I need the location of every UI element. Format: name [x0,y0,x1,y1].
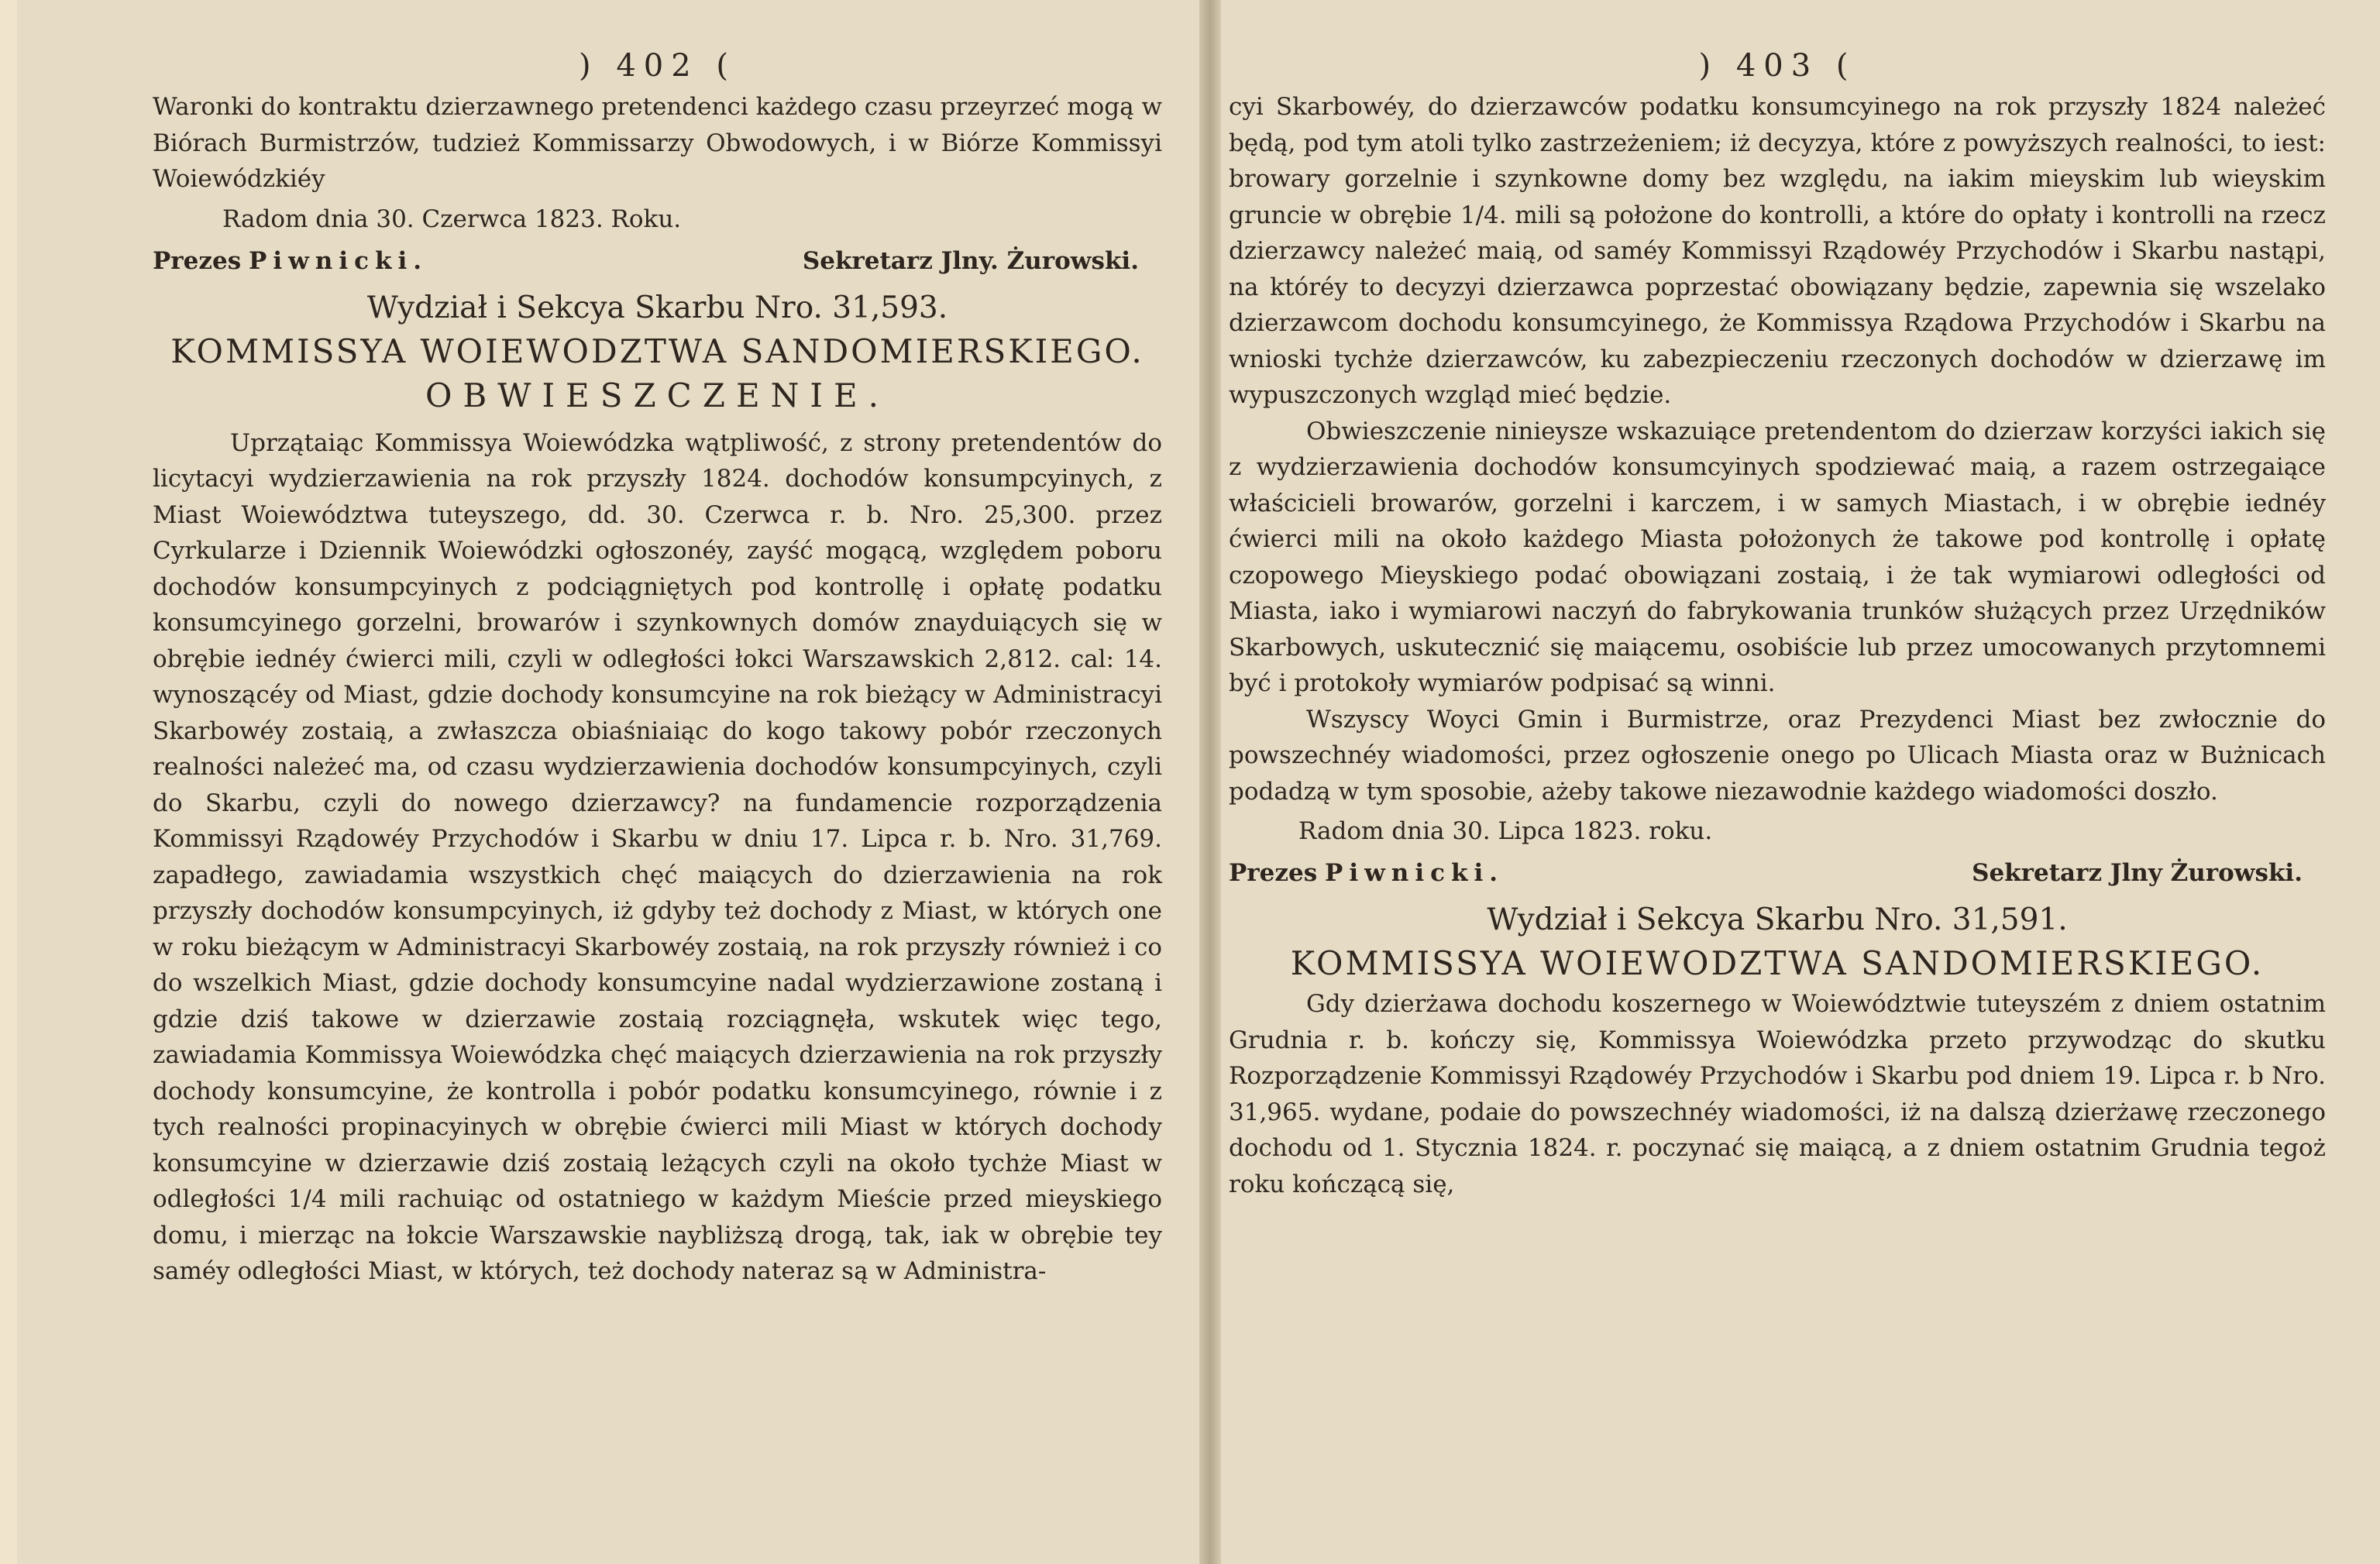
page-number: ) 403 ( [1698,48,1856,84]
president-title: Prezes [1229,859,1318,887]
president-name: Piwnicki. [249,246,428,275]
section-line: Wydział i Sekcya Skarbu Nro. 31,593. [366,290,948,325]
president-signature [153,242,428,280]
notice-subheading: OBWIESZCZENIE. [425,376,889,414]
signature-row [153,242,1139,280]
notice-paragraph-2: Obwieszczenie ninieysze wskazuiące pretendentom do dzierzaw korzyści iakich się z wydzierzawienia dochodów konsumcyinych spodziewać maią, a razem ostrzegaiące właścicieli browarów, gorzelni i karczem, i w samych Miastach, i w obrębie iednéy ćwierci mili na około każdego Miasta położonych że takowe pod kontrollę i opłatę czopowego Mieyskiego podać obowiązani zostaią, i że tak wymiarowi odległości od Miasta, iako i wymiarowi naczyń do fabrykowania trunków służących przez Urzędników Skarbowych, uskutecznić się maiącemu, osobiście lub przez umocowanych przytomnemi być i protokoły wymiarów podpisać są winni. [1229,417,2326,697]
left-page [17,0,1219,1564]
right-page [1221,0,2380,1564]
notice-body-2: Gdy dzierżawa dochodu koszernego w Woiewództwie tuteyszém z dniem ostatnim Grudnia r. b. kończy się, Kommissya Woiewódzka przeto przywodząc do skutku Rozporządzenie Kommissyi Rządowéy Przychodów i Skarbu pod dniem 19. Lipca r. b Nro. 31,965. wydane, podaie do powszechnéy wiadomości, iż na dalszą dzierżawę rzeczonego dochodu od 1. Stycznia 1824. r. poczynać się maiącą, a z dniem ostatnim Grudnia tegoż roku kończącą się, [1229,990,2326,1198]
president-signature [1229,854,1504,892]
notice-heading: KOMMISSYA WOIEWODZTWA SANDOMIERSKIEGO. [170,332,1144,370]
page-number: ) 402 ( [579,48,736,84]
section-line: Wydział i Sekcya Skarbu Nro. 31,591. [1487,902,2068,937]
place-date: Radom dnia 30. Czerwca 1823. Roku. [222,205,682,233]
notice-paragraph-3: Wszyscy Woyci Gmin i Burmistrze, oraz Prezydenci Miast bez zwłocznie do powszechnéy wiadomości, przez ogłoszenie onego po Ulicach Miasta oraz w Bużnicach podadzą w tym sposobie, ażeby takowe niezawodnie każdego wiadomości doszło. [1229,705,2326,806]
secretary-signature: Sekretarz Jlny Żurowski. [1972,859,2303,887]
notice-body-continued: cyi Skarbowéy, do dzierzawców podatku konsumcyinego na rok przyszły 1824 należeć będą, pod tym atoli tylko zastrzeżeniem; iż decyzya, które z powyższych realności, to iest: browary gorzelnie i szynkowne domy bez względu, na iakim mieyskim lub wieyskim gruncie w obrębie 1/4. mili są położone do kontrolli, a które do opłaty i kontrolli na rzecz dzierzawcy należeć maią, od saméy Kommissyi Rządowéy Przychodów i Skarbu nastąpi, na któréy to decyzyi dzierzawca poprzestać obowiązany będzie, zapewnia się wszelako dzierzawcom dochodu konsumcyinego, że Kommissya Rządowa Przychodów i Skarbu na wnioski tychże dzierzawców, ku zabezpieczeniu rzeczonych dochodów w dzierzawę im wypuszczonych wzgląd mieć będzie. [1229,93,2326,409]
book-gutter [1199,0,1221,1564]
secretary-signature: Sekretarz Jlny. Żurowski. [802,246,1139,275]
contract-terms-paragraph: Waronki do kontraktu dzierzawnego pretendenci każdego czasu przeyrzeć mogą w Biórach Burmistrzów, tudzież Kommissarzy Obwodowych, i w Biórze Kommissyi Woiewódzkiéy [153,93,1162,193]
notice-heading: KOMMISSYA WOIEWODZTWA SANDOMIERSKIEGO. [1290,944,2265,982]
signature-row [1229,854,2303,892]
place-date: Radom dnia 30. Lipca 1823. roku. [1298,817,1713,845]
notice-body: Uprzątaiąc Kommissya Woiewódzka wątpliwość, z strony pretendentów do licytacyi wydzierzawienia na rok przyszły 1824. dochodów konsumpcyinych, z Miast Woiewództwa tuteyszego, dd. 30. Czerwca r. b. Nro. 25,300. przez Cyrkularze i Dziennik Woiewódzki ogłoszonéy, zayść mogącą, względem poboru dochodów konsumpcyinych z podciągniętych pod kontrollę i opłatę podatku konsumcyinego gorzelni, browarów i szynkownych domów znayduiących się w obrębie iednéy ćwierci mili, czyli w odległości łokci Warszawskich 2,812. cal: 14. wynoszącéy od Miast, gdzie dochody konsumcyine na rok bieżący w Administracyi Skarbowéy zostaią, a zwłaszcza obiaśniaiąc do kogo takowy pobór rzeczonych realności należeć ma, od czasu wydzierzawienia dochodów konsumpcyinych, czyli do Skarbu, czyli do nowego dzierzawcy? na fundamencie rozporządzenia Kommissyi Rządowéy Przychodów i Skarbu w dniu 17. Lipca r. b. Nro. 31,769. zapadłego, zawiadamia wszystkich chęć maiących do dzierzawienia na rok przyszły dochodów konsumpcyinych, iż gdyby też dochody z Miast, w których one w roku bieżącym w Administracyi Skarbowéy zostaią, na rok przyszły również i co do wszelkich Miast, gdzie dochody konsumcyine nadal wydzierzawione zostaną i gdzie dziś takowe w dzierzawie zostaią rozciągnęła, wskutek więc tego, zawiadamia Kommissya Woiewódzka chęć maiących dzierzawienia na rok przyszły dochody konsumcyine, że kontrolla i pobór podatku konsumcyinego, równie i z tych realności propinacyinych w obrębie ćwierci mili Miast w których dochody konsumcyine w dzierzawie dziś zostaią leżących czyli na około tychże Miast w odległości 1/4 mili rachuiąc od ostatniego w każdym Mieście przed mieyskiego domu, i mierząc na łokcie Warszawskie naybliższą drogą, tak, iak w obrębie tey saméy odległości Miast, w których, też dochody nateraz są w Administra- [153,428,1162,1285]
president-title: Prezes [153,246,242,275]
president-name: Piwnicki. [1325,859,1505,887]
